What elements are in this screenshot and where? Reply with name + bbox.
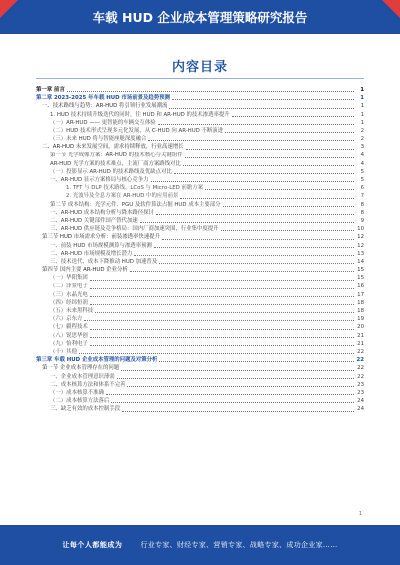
corner-decoration-left	[0, 0, 18, 18]
toc-entry-page: 1	[360, 119, 364, 126]
toc-entry-text: （七）疆程技术	[50, 324, 88, 331]
toc-entry-page: 19	[357, 316, 364, 323]
toc-entry[interactable]	[36, 332, 364, 340]
toc-entry[interactable]	[36, 364, 364, 372]
toc-entry[interactable]	[36, 192, 364, 200]
toc-entry-text: （九）怡利电子	[50, 340, 88, 347]
toc-entry-page: 3	[360, 144, 364, 151]
toc-entry-page: 8	[360, 209, 364, 216]
toc-entry[interactable]	[36, 323, 364, 331]
toc-entry-text: （一）投影显示 AR-HUD 的技术路线及优缺点对比	[50, 168, 172, 175]
toc-entry-text: 二、成本核算方法和体系不完善	[50, 381, 126, 388]
toc-entry-text: （四）经纬恒润	[50, 299, 88, 306]
toc-entry-text: （三）未来 HUD 将与智能座舱深度融合	[50, 136, 147, 143]
toc-entry-page: 5	[360, 168, 364, 175]
toc-entry-text: 第二节 成本结构：光学元件、PGU 及软件算法占据 HUD 成本主要部分	[50, 201, 221, 208]
toc-divider	[36, 78, 364, 79]
toc-leader-dots	[162, 239, 354, 240]
toc-entry-text: 第二章 2023-2025 年车载 HUD 市场前景及趋势预测	[36, 95, 170, 102]
toc-entry-text: 第三节 HUD 市场需求分析：前装渗透率快速提升	[42, 234, 160, 241]
toc-entry-text: 第三章 车载 HUD 企业成本管理的问题及对策分析	[36, 357, 158, 364]
toc-entry-text: AR-HUD 光学方案的技术难点，主流厂商方案路线对比	[50, 160, 181, 167]
toc-leader-dots	[90, 304, 354, 305]
toc-entry[interactable]	[36, 307, 364, 315]
toc-leader-dots	[225, 132, 354, 133]
toc-entry[interactable]	[36, 217, 364, 225]
footer-slogan: 让每个人都能成为	[62, 541, 123, 549]
toc-entry[interactable]	[36, 299, 364, 307]
toc-leader-dots	[159, 263, 354, 264]
toc-entry-text: （一）AR-HUD —— 更智能的车辆交互体验	[50, 119, 156, 126]
toc-leader-dots	[127, 386, 354, 387]
toc-entry-text: （六）京东方	[50, 316, 83, 323]
toc-leader-dots	[121, 370, 354, 371]
toc-leader-dots	[158, 124, 354, 125]
toc-entry-text: 三、AR-HUD 供应链及竞争格局：国内厂商加速突围，行业集中度提升	[50, 226, 219, 233]
toc-leader-dots	[90, 329, 354, 330]
toc-leader-dots	[180, 198, 354, 199]
header-banner	[0, 0, 400, 34]
toc-entry-text: 第四节 国内主要 AR-HUD 企业分析	[42, 267, 128, 274]
toc-entry[interactable]	[36, 381, 364, 389]
toc-entry-text: 二、AR-HUD 未来发展空间，需求持续释放，行业高速增长	[42, 144, 184, 151]
toc-leader-dots	[159, 361, 354, 362]
toc-leader-dots	[122, 411, 354, 412]
toc-leader-dots	[186, 149, 354, 150]
toc-leader-dots	[151, 181, 355, 182]
toc-entry[interactable]	[36, 111, 364, 119]
toc-entry-text: 一、AR-HUD 成本结构分析与降本路径探讨	[50, 209, 154, 216]
toc-leader-dots	[106, 394, 354, 395]
toc-entry[interactable]	[36, 348, 364, 356]
toc-entry-page: 23	[357, 389, 364, 396]
toc-entry[interactable]	[36, 225, 364, 233]
corner-decoration-right	[382, 0, 400, 18]
toc-entry-page: 22	[357, 348, 364, 355]
toc-entry-page: 6	[360, 185, 364, 192]
toc-entry-text: （一）成本核算不准确	[50, 389, 104, 396]
toc-entry[interactable]	[36, 184, 364, 192]
toc-entry-text: 二、AR-HUD 市场规模及增长潜力	[50, 250, 133, 257]
toc-entry[interactable]	[36, 315, 364, 323]
toc-entry-page: 13	[357, 250, 364, 257]
toc-entry[interactable]	[36, 405, 364, 413]
toc-leader-dots	[172, 99, 354, 100]
toc-entry[interactable]	[36, 160, 364, 168]
toc-entry[interactable]	[36, 250, 364, 258]
toc-entry[interactable]	[36, 283, 364, 291]
toc-leader-dots	[67, 91, 354, 92]
toc-entry-page: 1	[360, 103, 364, 110]
toc-leader-dots	[205, 189, 354, 190]
toc-entry-page: 4	[360, 160, 364, 167]
toc-entry-page: 2	[360, 127, 364, 134]
toc-entry-text: 1. HUD 技术持续升级迭代的同时，往 HUD 和 AR-HUD 的技术渗透率提升	[50, 111, 230, 118]
report-title: 车载 HUD 企业成本管理策略研究报告	[92, 10, 308, 25]
toc-entry-page: 18	[357, 299, 364, 306]
toc-entry-text: 1. TFT 与 DLP 技术路线、LCoS 与 Micro-LED 前瞻方案	[66, 185, 204, 192]
toc-entry-page: 7	[360, 193, 364, 200]
toc-entry[interactable]	[36, 389, 364, 397]
toc-entry-page: 9	[360, 217, 364, 224]
toc-leader-dots	[117, 378, 354, 379]
toc-entry-page: 1	[360, 86, 364, 93]
toc-entry[interactable]	[36, 168, 364, 176]
toc-leader-dots	[79, 353, 354, 354]
toc-entry-text: 一、技术路线与趋势：AR-HUD 将引领行业发展潮流	[42, 103, 168, 110]
toc-entry-text: （八）锐思华创	[50, 332, 88, 339]
toc-entry[interactable]	[36, 201, 364, 209]
toc-entry[interactable]	[36, 176, 364, 184]
toc-entry-page: 23	[357, 381, 364, 388]
toc-entry-page: 12	[357, 242, 364, 249]
toc-entry[interactable]	[36, 291, 364, 299]
toc-entry[interactable]	[36, 94, 364, 102]
toc-entry-page: 18	[357, 308, 364, 315]
toc-entry[interactable]	[36, 397, 364, 405]
toc-entry-text: 第一节 光学成像方案：AR-HUD 的技术核心与关键组件	[50, 152, 183, 159]
toc-entry-text: 一、企业成本管理意识薄弱	[50, 373, 115, 380]
toc-leader-dots	[169, 108, 354, 109]
toc-entry[interactable]	[36, 86, 364, 94]
toc-entry-text: 2. 光波导及全息方案在 AR-HUD 中的应用前景	[66, 193, 179, 200]
toc-entry[interactable]	[36, 143, 364, 151]
toc-entry-text: 第一节 企业成本管理存在的问题	[42, 365, 120, 372]
toc-entry[interactable]	[36, 127, 364, 135]
toc-entry-page: 21	[357, 332, 364, 339]
toc-entry[interactable]	[36, 274, 364, 282]
toc-entry-page: 12	[357, 234, 364, 241]
toc-entry-page: 22	[357, 373, 364, 380]
toc-leader-dots	[156, 214, 354, 215]
page-number: 1	[358, 511, 362, 517]
footer-banner	[0, 525, 400, 565]
toc-entry[interactable]	[36, 233, 364, 241]
toc-leader-dots	[223, 206, 354, 207]
table-of-contents	[36, 86, 364, 414]
toc-entry[interactable]	[36, 266, 364, 274]
toc-entry-page: 5	[360, 177, 364, 184]
toc-leader-dots	[183, 165, 354, 166]
toc-entry-text: 三、技术迭代、成本下降推动 HUD 加速普及	[50, 258, 158, 265]
toc-entry-text: （三）水晶光电	[50, 291, 88, 298]
toc-entry-text: 第一章 前言	[36, 86, 65, 93]
toc-entry-page: 22	[357, 365, 364, 372]
toc-leader-dots	[134, 255, 354, 256]
toc-entry-page: 10	[357, 226, 364, 233]
toc-leader-dots	[185, 157, 354, 158]
toc-entry-text: （二）HUD 技术形式呈现多元化发展，从 C-HUD 向 AR-HUD 不断演进	[50, 127, 224, 134]
toc-leader-dots	[95, 312, 354, 313]
toc-entry[interactable]	[36, 242, 364, 250]
toc-entry-text: （二）成本核算方法落后	[50, 398, 110, 405]
toc-entry-page: 22	[356, 357, 364, 364]
toc-leader-dots	[221, 230, 354, 231]
toc-leader-dots	[90, 345, 354, 346]
toc-entry-page: 16	[357, 283, 364, 290]
toc-entry-text: （一）华阳集团	[50, 275, 88, 282]
toc-leader-dots	[111, 402, 354, 403]
toc-leader-dots	[232, 116, 354, 117]
toc-entry-text: 一、AR-HUD 显示方案格局与核心竞争力	[50, 177, 149, 184]
toc-entry-text: 三、缺乏有效的成本控制手段	[50, 406, 121, 413]
toc-leader-dots	[140, 222, 354, 223]
toc-entry-text: 一、前装 HUD 市场规模测算与渗透率预测	[50, 242, 152, 249]
toc-entry[interactable]	[36, 258, 364, 266]
toc-entry[interactable]	[36, 102, 364, 110]
toc-entry[interactable]	[36, 152, 364, 160]
toc-leader-dots	[90, 288, 354, 289]
toc-leader-dots	[174, 173, 354, 174]
toc-entry-text: （十）其他	[50, 348, 77, 355]
toc-entry-text: 二、AR-HUD 关键部件国产替代加速	[50, 217, 138, 224]
toc-entry-page: 14	[357, 258, 364, 265]
toc-leader-dots	[90, 296, 354, 297]
toc-entry-page: 20	[357, 324, 364, 331]
toc-leader-dots	[90, 337, 354, 338]
toc-entry[interactable]	[36, 135, 364, 143]
toc-leader-dots	[84, 320, 354, 321]
toc-entry-page: 21	[357, 340, 364, 347]
toc-entry-text: （五）未来黑科技	[50, 308, 94, 315]
toc-entry-page: 8	[360, 201, 364, 208]
toc-leader-dots	[90, 280, 354, 281]
toc-entry-page: 1	[360, 95, 364, 102]
toc-entry-page: 4	[360, 152, 364, 159]
toc-entry-page: 24	[357, 406, 364, 413]
toc-entry[interactable]	[36, 340, 364, 348]
toc-entry[interactable]	[36, 373, 364, 381]
toc-leader-dots	[130, 271, 354, 272]
toc-entry[interactable]	[36, 356, 364, 364]
toc-entry[interactable]	[36, 209, 364, 217]
toc-leader-dots	[148, 140, 354, 141]
toc-entry-page: 15	[357, 267, 364, 274]
toc-entry-text: （二）泽景电子	[50, 283, 88, 290]
toc-entry-page: 24	[357, 398, 364, 405]
toc-entry-page: 17	[357, 291, 364, 298]
toc-heading: 内容目录	[171, 60, 228, 75]
toc-entry[interactable]	[36, 119, 364, 127]
toc-leader-dots	[154, 247, 354, 248]
toc-entry-page: 15	[357, 275, 364, 282]
footer-tags: 行业专家、财经专家、营销专家、战略专家、成功企业家……	[140, 541, 338, 549]
toc-entry-page: 1	[360, 111, 364, 118]
toc-entry-page: 2	[360, 136, 364, 143]
